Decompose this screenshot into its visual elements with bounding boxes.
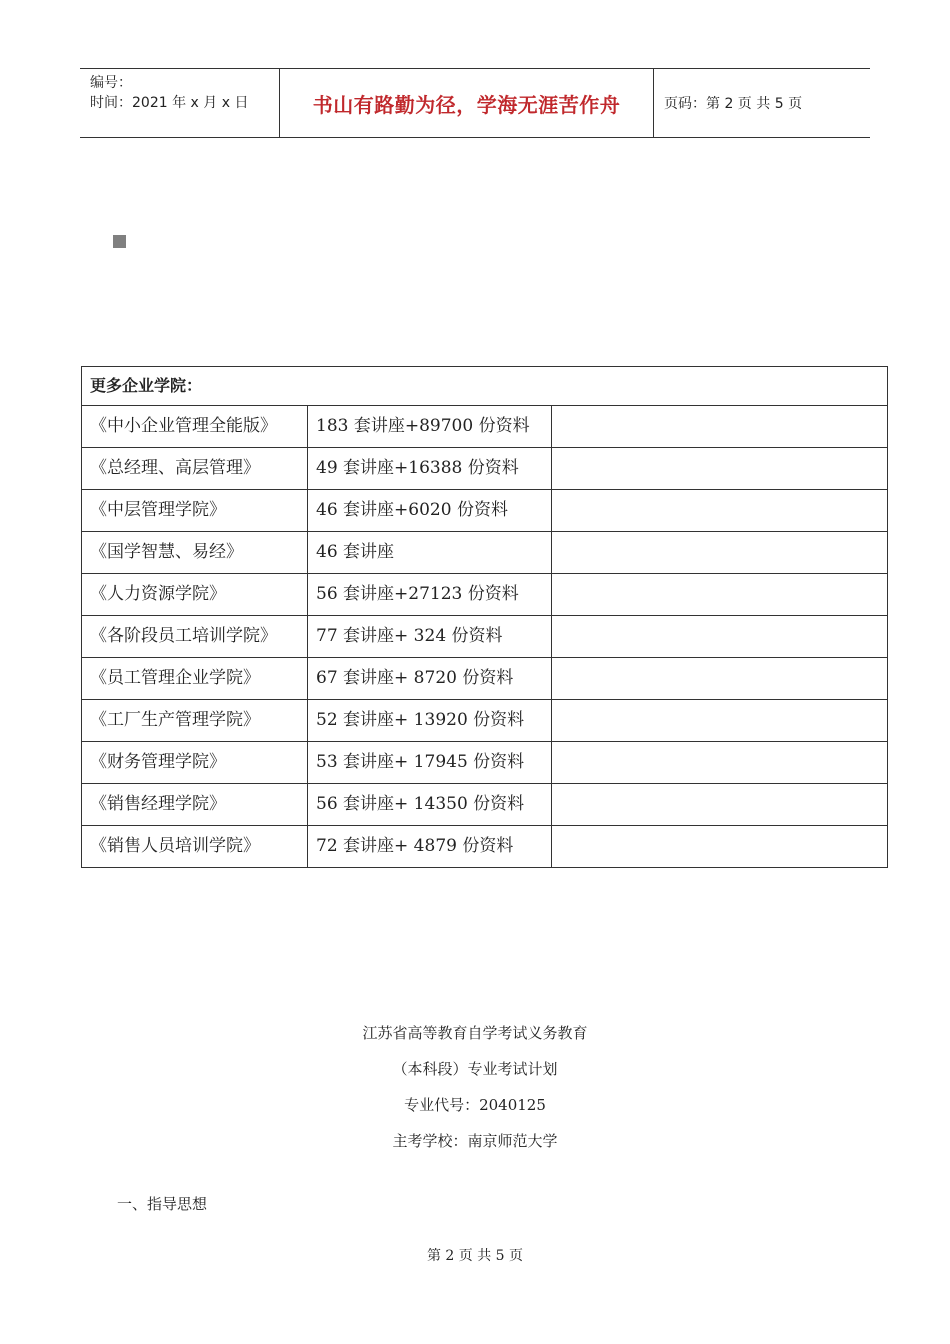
table-row [82,826,888,868]
course-name: 《国学智慧、易经》 [82,532,308,574]
course-content: 46 套讲座+6020 份资料 [308,490,552,532]
course-extra [552,406,888,448]
course-name: 《人力资源学院》 [82,574,308,616]
course-extra [552,448,888,490]
course-content: 67 套讲座+ 8720 份资料 [308,658,552,700]
page-header [80,68,870,138]
course-extra [552,574,888,616]
plan-school: 主考学校：南京师范大学 [392,1132,558,1150]
course-content: 49 套讲座+16388 份资料 [308,448,552,490]
course-name: 《财务管理学院》 [82,742,308,784]
table-row [82,742,888,784]
bullet-square-icon [113,235,126,248]
course-content: 53 套讲座+ 17945 份资料 [308,742,552,784]
table-title: 更多企业学院： [82,367,888,406]
course-name: 《总经理、高层管理》 [82,448,308,490]
course-extra [552,616,888,658]
table-row [82,784,888,826]
course-extra [552,700,888,742]
header-motto: 书山有路勤为径，学海无涯苦作舟 [280,69,654,137]
course-name: 《中小企业管理全能版》 [82,406,308,448]
course-extra [552,742,888,784]
table-title-row [82,367,888,406]
header-meta [80,69,280,137]
course-extra [552,658,888,700]
course-content: 72 套讲座+ 4879 份资料 [308,826,552,868]
course-name: 《各阶段员工培训学院》 [82,616,308,658]
course-content: 183 套讲座+89700 份资料 [308,406,552,448]
table-row [82,532,888,574]
plan-title-line-2: （本科段）专业考试计划 [392,1060,558,1078]
course-name: 《中层管理学院》 [82,490,308,532]
course-extra [552,490,888,532]
table-row [82,406,888,448]
course-content: 77 套讲座+ 324 份资料 [308,616,552,658]
courses-table [81,366,888,868]
course-content: 56 套讲座+ 14350 份资料 [308,784,552,826]
table-row [82,490,888,532]
course-content: 56 套讲座+27123 份资料 [308,574,552,616]
course-name: 《销售人员培训学院》 [82,826,308,868]
course-extra [552,784,888,826]
section-heading: 一、指导思想 [117,1195,208,1213]
course-name: 《员工管理企业学院》 [82,658,308,700]
number-label: 编号： [90,75,132,91]
header-page-info: 页码：第 2 页 共 5 页 [664,96,803,112]
course-content: 46 套讲座 [308,532,552,574]
course-extra [552,826,888,868]
table-row [82,616,888,658]
time-label: 时间：2021 年 x 月 x 日 [90,95,249,111]
table-row [82,700,888,742]
table-row [82,658,888,700]
page-footer: 第 2 页 共 5 页 [426,1248,524,1264]
plan-code: 专业代号：2040125 [404,1096,546,1114]
plan-title-line-1: 江苏省高等教育自学考试义务教育 [362,1024,588,1042]
table-row [82,574,888,616]
course-content: 52 套讲座+ 13920 份资料 [308,700,552,742]
course-name: 《销售经理学院》 [82,784,308,826]
course-name: 《工厂生产管理学院》 [82,700,308,742]
plan-title-block [0,1018,950,1162]
course-extra [552,532,888,574]
table-row [82,448,888,490]
